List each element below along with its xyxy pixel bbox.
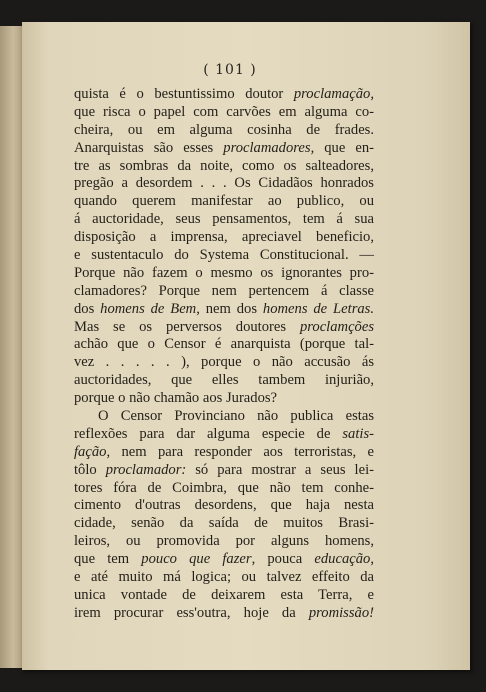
text-line bbox=[74, 175, 374, 193]
text-segment: , nem dos bbox=[196, 300, 263, 317]
text-segment: quando querem manifestar ao publico, ou bbox=[74, 193, 374, 210]
text-segment: cidade, senão da saída de muitos Brasi- bbox=[74, 515, 374, 532]
text-segment: leiros, ou promovida por alguns homens, bbox=[74, 533, 374, 550]
text-line bbox=[74, 372, 374, 390]
italic-text: homens de Letras. bbox=[262, 300, 374, 317]
text-segment: e sustentaculo do Systema Constitucional. — bbox=[74, 247, 374, 264]
text-line bbox=[74, 158, 374, 176]
text-line bbox=[74, 193, 374, 211]
text-segment: quista é o bestuntissimo doutor bbox=[74, 86, 294, 102]
text-segment: que en- bbox=[314, 139, 374, 156]
text-segment: tôlo bbox=[74, 461, 106, 478]
text-segment: cheira, ou em alguma cosinha de frades. bbox=[74, 121, 374, 138]
italic-text: pouco que fazer bbox=[141, 551, 252, 568]
text-segment: irem procurar ess'outra, hoje da bbox=[74, 604, 309, 621]
text-line bbox=[74, 390, 374, 408]
text-line bbox=[74, 336, 374, 354]
text-line bbox=[74, 533, 374, 551]
text-line bbox=[74, 140, 374, 158]
text-line bbox=[74, 247, 374, 265]
text-line bbox=[74, 605, 374, 623]
page-number: ( 101 ) bbox=[203, 62, 257, 78]
text-segment: , bbox=[370, 551, 374, 568]
italic-text: educação bbox=[314, 551, 371, 568]
italic-text: satis- bbox=[342, 425, 374, 442]
text-segment: , pouca bbox=[251, 551, 315, 568]
text-segment: e até muito má logica; ou talvez effeito da bbox=[74, 569, 374, 586]
text-line bbox=[74, 551, 374, 569]
text-line bbox=[74, 86, 374, 104]
italic-text: proclamação, bbox=[293, 86, 374, 102]
text-segment: clamadores? Porque nem pertencem á classe bbox=[74, 282, 374, 299]
text-segment: vez . . . . . ), porque o não accusão ás bbox=[74, 354, 374, 371]
text-segment: unica vontade de deixarem esta Terra, e bbox=[74, 586, 374, 603]
text-line bbox=[74, 462, 374, 480]
text-segment: á auctoridade, seus pensamentos, tem á sua bbox=[74, 211, 374, 228]
book-spine-edge bbox=[0, 26, 22, 668]
text-segment: cimento d'outras desordens, que haja nesta bbox=[74, 497, 374, 514]
text-line bbox=[74, 319, 374, 337]
text-line bbox=[74, 497, 374, 515]
text-line bbox=[74, 569, 374, 587]
italic-text: proclamadores, bbox=[223, 139, 315, 156]
text-line bbox=[74, 122, 374, 140]
text-line bbox=[74, 229, 374, 247]
text-segment: tre as sombras da noite, como os salteadores, bbox=[74, 157, 374, 174]
text-line bbox=[74, 480, 374, 498]
text-segment: , nem para responder aos terroristas, e bbox=[106, 443, 374, 460]
text-segment: tores fóra de Coimbra, que não tem conhe- bbox=[74, 479, 374, 496]
italic-text: homens de Bem bbox=[100, 300, 197, 317]
text-line bbox=[74, 515, 374, 533]
text-line bbox=[74, 211, 374, 229]
italic-text: promissão! bbox=[308, 604, 374, 621]
text-segment: pregão a desordem . . . Os Cidadãos honrados bbox=[74, 175, 374, 192]
text-line bbox=[74, 426, 374, 444]
text-segment: achão que o Censor é anarquista (porque tal- bbox=[74, 336, 374, 353]
text-segment: dos bbox=[74, 300, 101, 317]
text-line bbox=[74, 587, 374, 605]
text-line bbox=[74, 354, 374, 372]
text-segment: que tem bbox=[74, 551, 142, 568]
text-line bbox=[74, 408, 374, 426]
text-line bbox=[74, 301, 374, 319]
text-segment: disposição a imprensa, apreciavel beneficio, bbox=[74, 229, 374, 246]
text-line bbox=[74, 265, 374, 283]
text-line bbox=[74, 283, 374, 301]
text-segment: só para mostrar a seus lei- bbox=[186, 461, 374, 478]
italic-text: proclamador: bbox=[105, 461, 187, 478]
italic-text: proclamções bbox=[299, 318, 374, 335]
italic-text: fação bbox=[74, 443, 107, 460]
text-line bbox=[74, 104, 374, 122]
body-text bbox=[74, 86, 374, 623]
text-segment: reflexões para dar alguma especie de bbox=[74, 425, 343, 442]
text-line bbox=[74, 444, 374, 462]
text-segment: auctoridades, que elles tambem injurião, bbox=[74, 372, 374, 389]
text-segment: O Censor Provinciano não publica estas bbox=[98, 408, 374, 425]
text-segment: que risca o papel com carvões em alguma co- bbox=[74, 103, 374, 120]
text-segment: Anarquistas são esses bbox=[74, 139, 224, 156]
text-segment: porque o não chamão aos Jurados? bbox=[74, 390, 278, 407]
text-segment: Mas se os perversos doutores bbox=[74, 318, 300, 335]
text-segment: Porque não fazem o mesmo os ignorantes pro- bbox=[74, 264, 374, 281]
